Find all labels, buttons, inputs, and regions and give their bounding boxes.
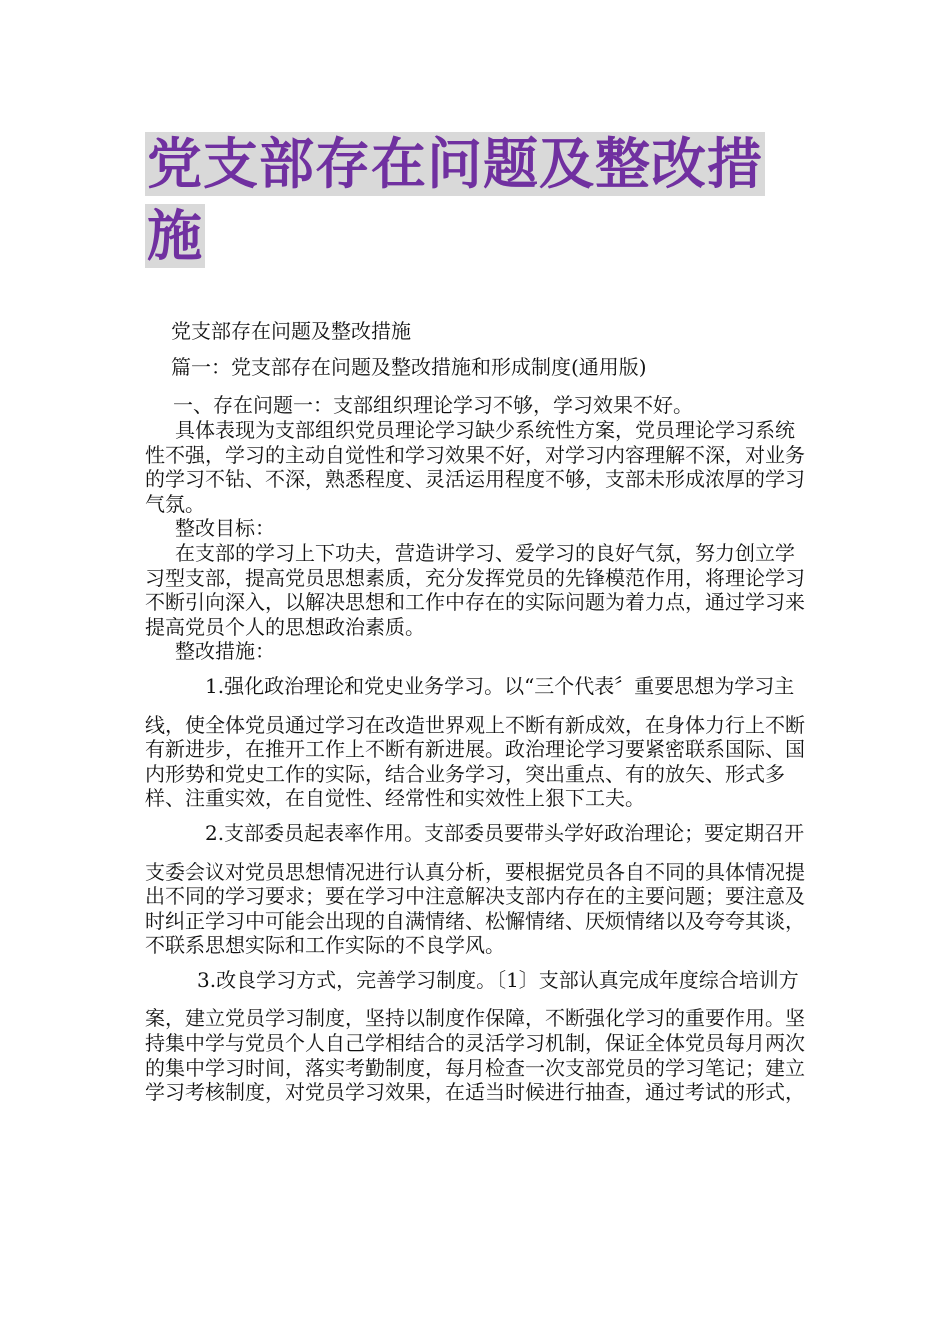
measure-item [145, 968, 813, 1105]
measure-body: 为学习主线，使全体党员通过学习在改造世界观上不断有新成效，在身体力行上不断有新进步，在推开工作上不断有新进展。政治理论学习要紧密联系国际、国内形势和党史工作的实际，结合业务学习，突出重点、有的放矢、形式多样、注重实效，在自觉性、经常性和实效性上狠下工夫。 [145, 673, 805, 811]
measure-lead: 2.支部委员起表率作用。支部委员要带头学好政治理论；要 [205, 820, 725, 845]
page-title-text: 党支部存在问题及整改措施 [147, 132, 764, 268]
problem-heading: 一、存在问题一：支部组织理论学习不够，学习效果不好。 [173, 393, 693, 417]
measure-item [145, 821, 813, 958]
page-title [145, 128, 810, 272]
measure-body: 合培训方案，建立党员学习制度，坚持以制度作保障，不断强化学习的重要作用。坚持集中学与党员个人自己学相结合的灵活学习机制，保证全体党员每月两次的集中学习时间，落实考勤制度，每月检查一次支部党员的学习笔记；建立学习考核制度，对党员学习效果，在适当时候进行抽查，通过考试的形式， [145, 967, 805, 1105]
measure-item [145, 674, 813, 811]
measures-label: 整改措施： [175, 639, 275, 664]
measure-body: 定期召开支委会议对党员思想情况进行认真分析，要根据党员各自不同的具体情况提出不同的学习要求；要在学习中注意解决支部内存在的主要问题；要注意及时纠正学习中可能会出现的自满情绪、松懈情绪、厌烦情绪以及夸夸其谈，不联系思想实际和工作实际的不良学风。 [145, 820, 805, 958]
document-subtitle: 党支部存在问题及整改措施 [171, 319, 411, 343]
goal-text: 在支部的学习上下功夫，营造讲学习、爱学习的良好气氛，努力创立学习型支部，提高党员思想素质，充分发挥党员的先锋模范作用，将理论学习不断引向深入，以解决思想和工作中存在的实际问题为着力点，通过学习来提高党员个人的思想政治素质。 [145, 540, 805, 639]
measure-lead: 3.改良学习方式，完善学习制度。〔1〕支部认真完成年度综 [197, 967, 719, 992]
goal-label: 整改目标： [175, 516, 275, 541]
document-body [145, 318, 813, 1105]
article-heading: 篇一：党支部存在问题及整改措施和形成制度(通用版) [171, 355, 647, 379]
measure-lead: 1.强化政治理论和党史业务学习。以“三个代表〞重要思想 [205, 673, 715, 698]
problem-detail: 具体表现为支部组织党员理论学习缺少系统性方案，党员理论学习系统性不强，学习的主动自觉性和学习效果不好，对学习内容理解不深，对业务的学习不钻、不深，熟悉程度、灵活运用程度不够，支部未形成浓厚的学习气氛。 [145, 418, 805, 516]
